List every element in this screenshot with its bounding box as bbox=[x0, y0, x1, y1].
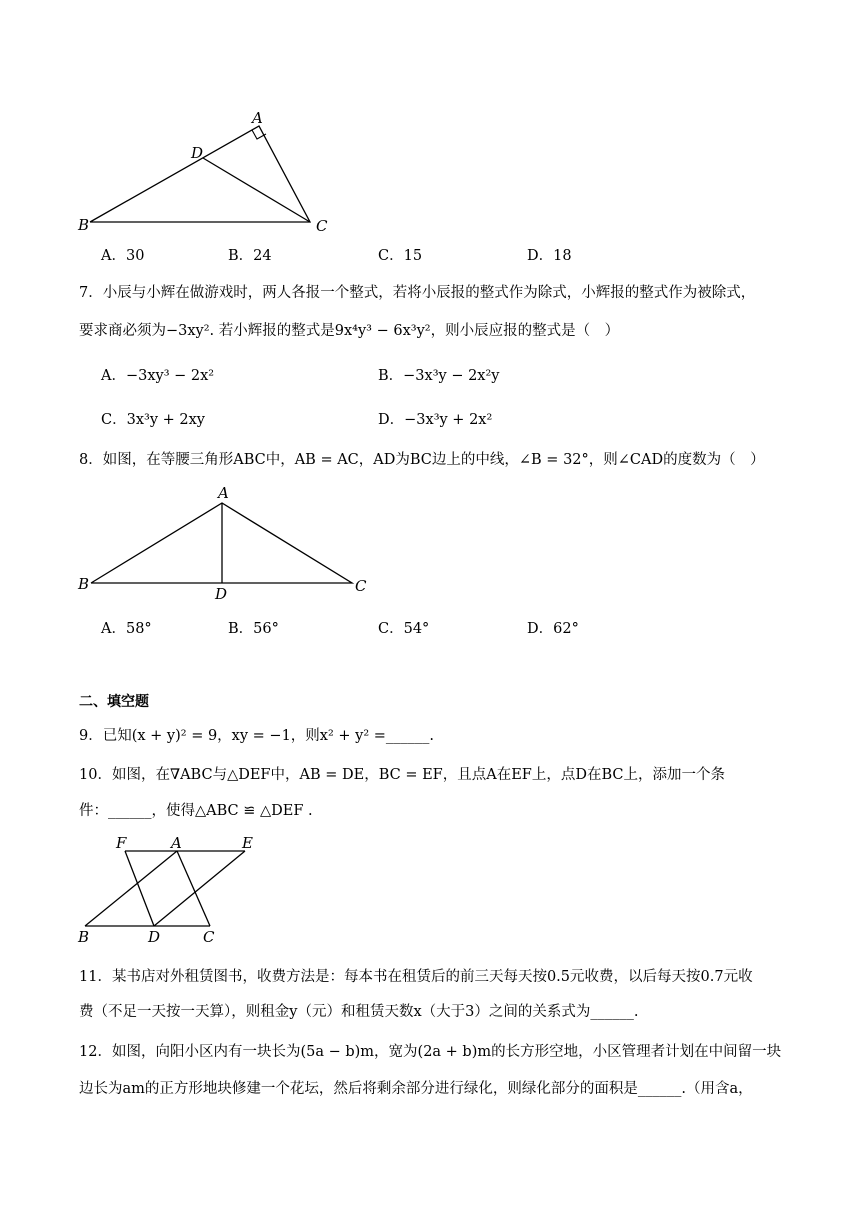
q11-line1: 11．某书店对外租赁图书，收费方法是：每本书在租赁后的前三天每天按0.5元收费，以后每天按0.7元收 bbox=[79, 969, 753, 985]
section-heading: 二、填空题 bbox=[79, 694, 149, 710]
q12-line1: 12．如图，向阳小区内有一块长为(5a − b)m，宽为(2a + b)m的长方形空地，小区管理者计划在中间留一块 bbox=[79, 1044, 782, 1060]
label-f: F bbox=[116, 834, 127, 852]
segment-fd bbox=[125, 851, 154, 926]
q8-line1: 8．如图，在等腰三角形ABC中，AB = AC，AD为BC边上的中线，∠B = 32°，则∠CAD的度数为（ ） bbox=[79, 452, 765, 468]
label-e: E bbox=[242, 834, 253, 852]
q12-line2: 边长为am的正方形地块修建一个花坛，然后将剩余部分进行绿化，则绿化部分的面积是______.（用含a， bbox=[79, 1081, 753, 1097]
segment-dc bbox=[203, 158, 310, 222]
label-c: C bbox=[203, 928, 215, 946]
q8-option-d: D．62° bbox=[527, 621, 579, 637]
label-d: D bbox=[191, 144, 204, 162]
q7-line2: 要求商必须为−3xy². 若小辉报的整式是9x⁴y³ − 6x³y²，则小辰应报的整式是（ ） bbox=[79, 323, 620, 339]
q6-option-d: D．18 bbox=[527, 248, 572, 264]
q7-option-c: C．3x³y + 2xy bbox=[101, 412, 205, 428]
q8-isosceles-figure bbox=[70, 484, 380, 604]
label-c: C bbox=[316, 217, 328, 235]
label-a: A bbox=[218, 484, 229, 502]
q10-line2: 件：______，使得△ABC ≌ △DEF . bbox=[79, 803, 313, 819]
q9-text: 9．已知(x + y)² = 9，xy = −1，则x² + y² =______. bbox=[79, 728, 435, 744]
q7-option-d: D．−3x³y + 2x² bbox=[378, 412, 493, 428]
q7-line1: 7．小辰与小辉在做游戏时，两人各报一个整式，若将小辰报的整式作为除式，小辉报的整式作为被除式， bbox=[79, 285, 756, 301]
q8-option-c: C．54° bbox=[378, 621, 430, 637]
segment-ac bbox=[177, 851, 210, 926]
q11-line2: 费（不足一天按一天算），则租金y（元）和租赁天数x（大于3）之间的关系式为______. bbox=[79, 1004, 639, 1020]
q10-parallelogram-figure bbox=[70, 833, 270, 948]
label-c: C bbox=[355, 577, 367, 595]
label-a: A bbox=[252, 109, 263, 127]
q8-option-a: A．58° bbox=[101, 621, 152, 637]
label-d: D bbox=[148, 928, 161, 946]
q7-option-b: B．−3x³y − 2x²y bbox=[378, 368, 500, 384]
segment-ab bbox=[85, 851, 177, 926]
segment-ed bbox=[154, 851, 245, 926]
label-d: D bbox=[215, 585, 228, 603]
q8-option-b: B．56° bbox=[228, 621, 279, 637]
label-b: B bbox=[78, 575, 90, 593]
q6-option-a: A．30 bbox=[101, 248, 145, 264]
label-a: A bbox=[171, 834, 182, 852]
q6-option-b: B．24 bbox=[228, 248, 272, 264]
q6-triangle-figure bbox=[70, 105, 330, 235]
label-b: B bbox=[78, 216, 90, 234]
label-b: B bbox=[78, 928, 90, 946]
q7-option-a: A．−3xy³ − 2x² bbox=[101, 368, 215, 384]
q10-line1: 10．如图，在∇ABC与△DEF中，AB = DE，BC = EF，且点A在EF上，点D在BC上，添加一个条 bbox=[79, 767, 725, 783]
q6-option-c: C．15 bbox=[378, 248, 423, 264]
triangle-abc-outline bbox=[90, 126, 310, 222]
